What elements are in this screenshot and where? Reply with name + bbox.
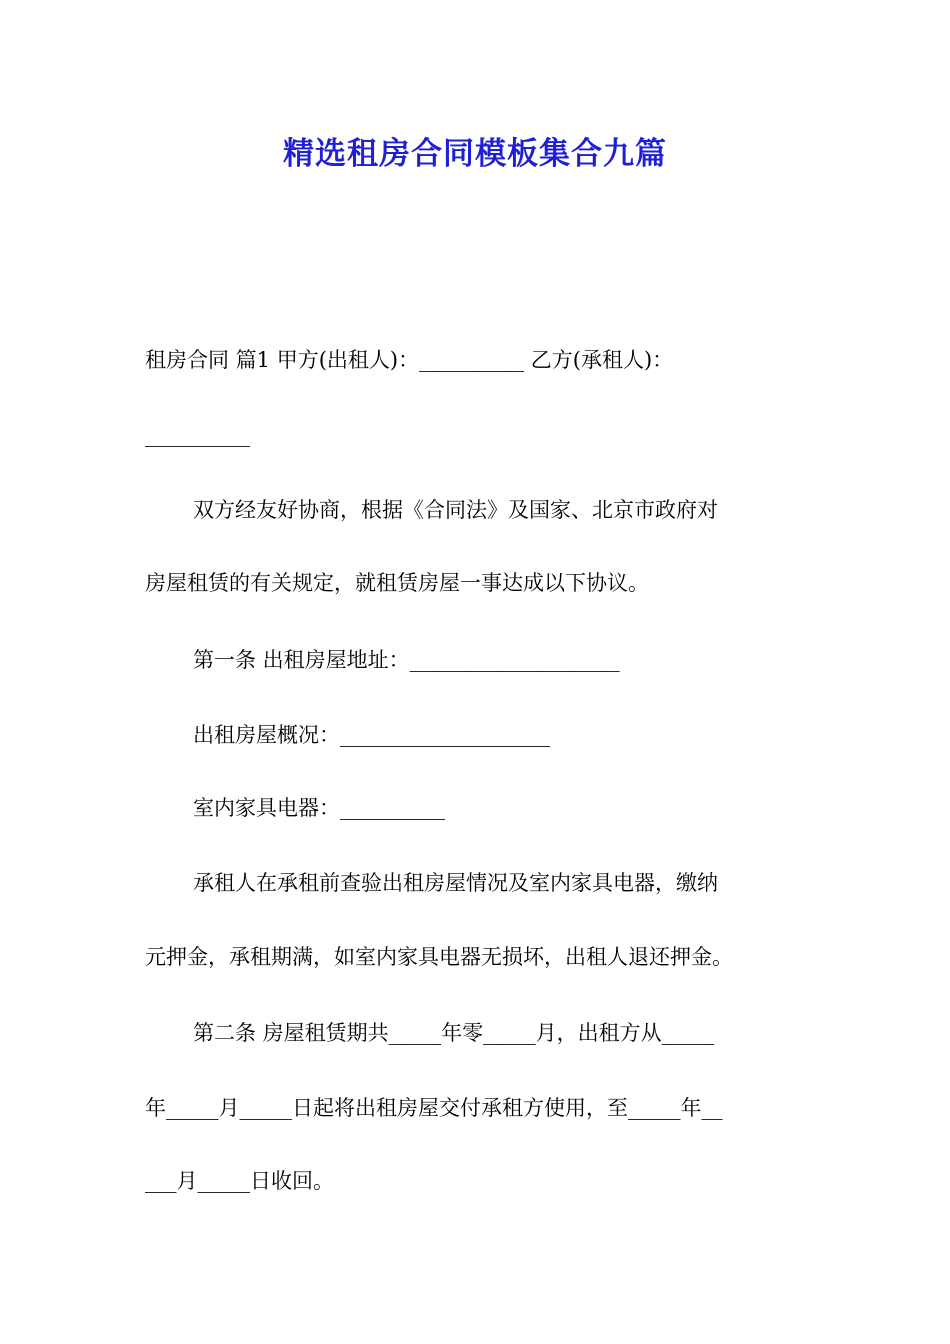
article-2-line-3: ___月_____日收回。: [145, 1169, 334, 1193]
tenant-blank-line: __________: [145, 423, 250, 447]
document-title: 精选租房合同模板集合九篇: [283, 136, 667, 172]
agreement-intro-line-1: 双方经友好协商，根据《合同法》及国家、北京市政府对: [193, 498, 718, 522]
article-2-line-1: 第二条 房屋租赁期共_____年零_____月，出租方从_____: [193, 1021, 715, 1045]
deposit-clause-line-1: 承租人在承租前查验出租房屋情况及室内家具电器，缴纳: [193, 871, 718, 895]
property-overview-line: 出租房屋概况：____________________: [193, 723, 550, 747]
article-2-line-2: 年_____月_____日起将出租房屋交付承租方使用，至_____年__: [145, 1096, 723, 1120]
furniture-appliances-line: 室内家具电器：__________: [193, 796, 445, 820]
contract-heading-line: 租房合同 篇1 甲方(出租人)：__________ 乙方(承租人)：: [145, 348, 674, 372]
article-1-address-line: 第一条 出租房屋地址：____________________: [193, 648, 620, 672]
deposit-clause-line-2: 元押金，承租期满，如室内家具电器无损坏，出租人退还押金。: [145, 945, 733, 969]
agreement-intro-line-2: 房屋租赁的有关规定，就租赁房屋一事达成以下协议。: [145, 571, 649, 595]
